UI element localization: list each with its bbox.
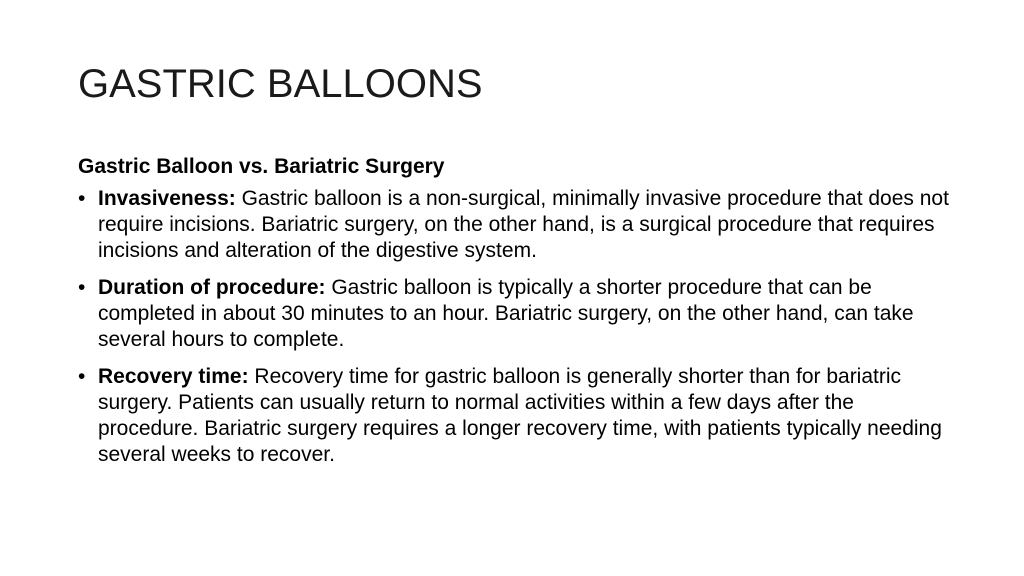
subheading: Gastric Balloon vs. Bariatric Surgery [78, 155, 445, 178]
slide-title: GASTRIC BALLOONS [78, 62, 483, 106]
bullet-icon: • [78, 276, 86, 299]
bullet-list [78, 186, 958, 468]
bullet-text: Gastric balloon is a non-surgical, minimally invasive procedure that does not require incisions. Bariatric surgery, on the other hand, is a surgical procedure that requires incisions and alteration of the digestive system. [98, 187, 949, 262]
slide-content [78, 154, 958, 479]
bullet-term: Duration of procedure: [98, 276, 326, 299]
bullet-text: Recovery time for gastric balloon is generally shorter than for bariatric surgery. Patients can usually return to normal activities within a few days after the procedure. Bariatric surgery requires a longer recovery time, with patients typically needing several weeks to recover. [98, 365, 942, 466]
bullet-item-duration [78, 275, 958, 353]
bullet-term: Recovery time: [98, 365, 249, 388]
bullet-text: Gastric balloon is typically a shorter procedure that can be completed in about 30 minutes to an hour. Bariatric surgery, on the other hand, can take several hours to complete. [98, 276, 914, 351]
bullet-item-invasiveness [78, 186, 958, 264]
bullet-icon: • [78, 187, 86, 210]
bullet-icon: • [78, 365, 86, 388]
bullet-item-recovery [78, 364, 958, 468]
bullet-term: Invasiveness: [98, 187, 236, 210]
